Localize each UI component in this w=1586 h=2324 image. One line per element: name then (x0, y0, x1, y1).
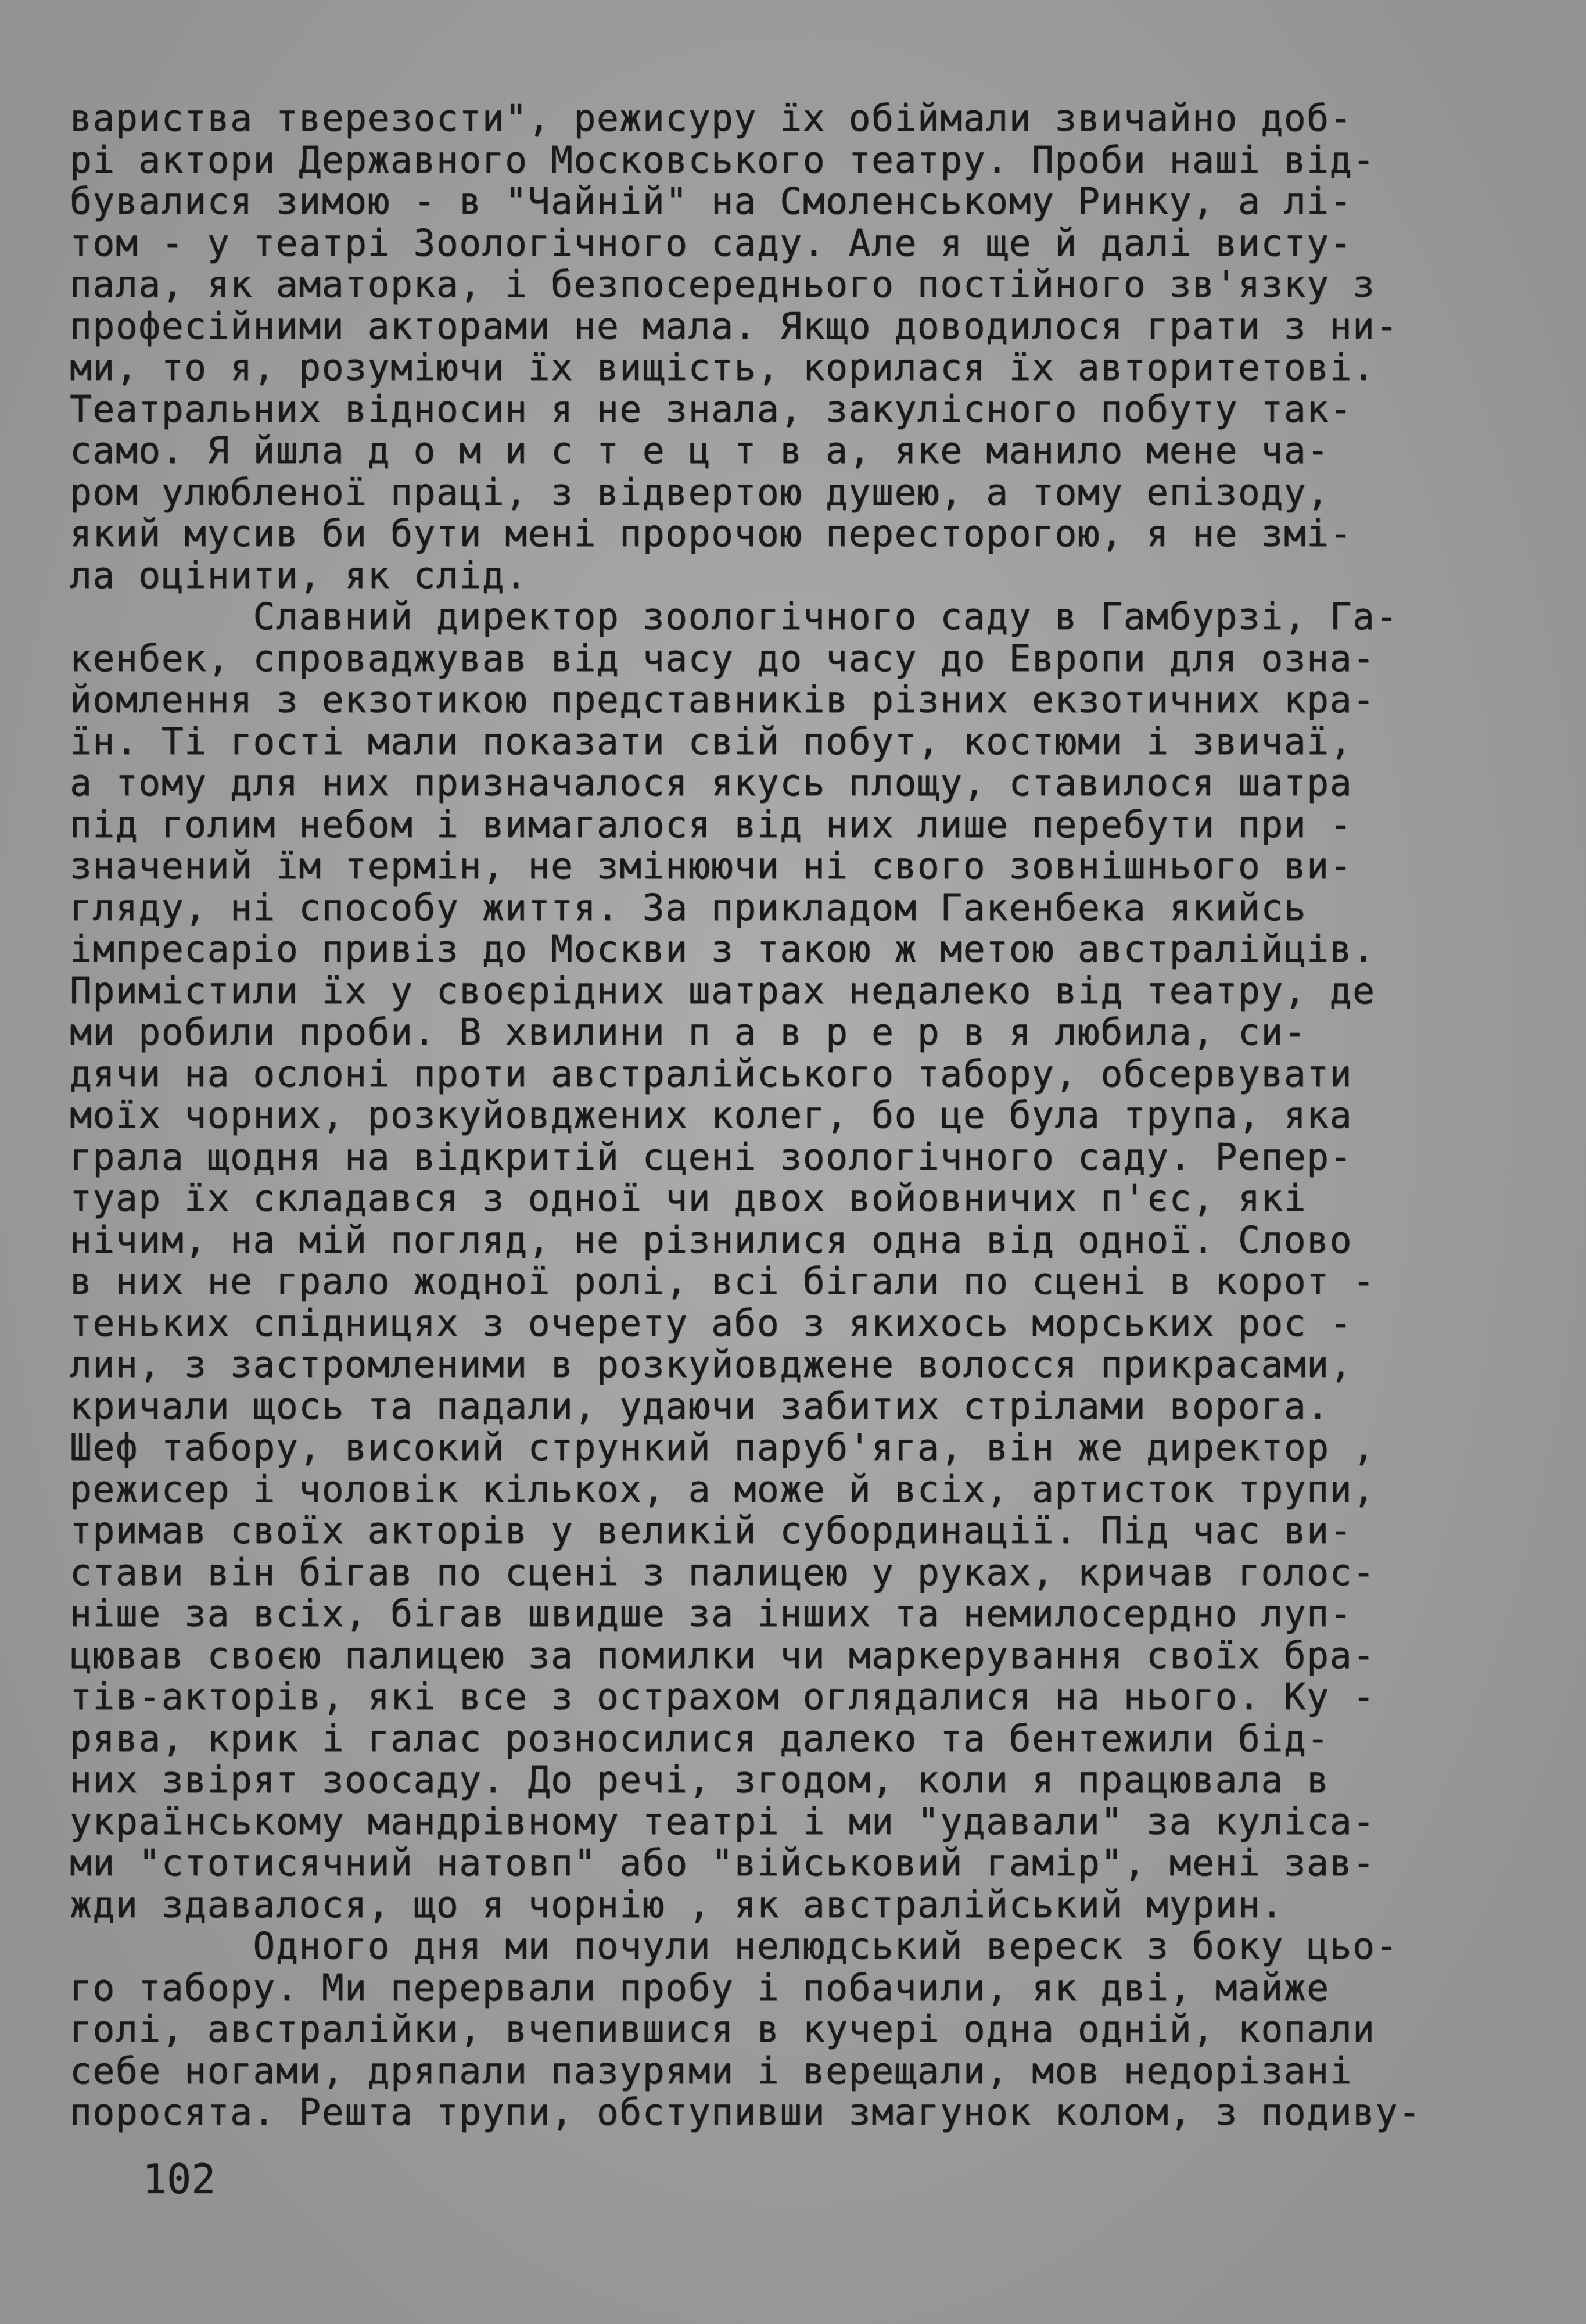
text-line: том - у театрі Зоологічного саду. Але я ще й далі висту- (70, 221, 1353, 264)
text-line: них звірят зоосаду. До речі, згодом, коли я працювала в (70, 1759, 1330, 1801)
text-line: грала щодня на відкритій сцені зоологічного саду. Репер- (70, 1135, 1353, 1178)
text-line: ми робили проби. В хвилини п а в р е р в я любила, си- (70, 1011, 1307, 1053)
text-line: моїх чорних, розкуйовджених колег, бо це була трупа, яка (70, 1094, 1353, 1136)
text-line: який мусив би бути мені пророчою пересторогою, я не змі- (70, 512, 1353, 555)
body-text (70, 98, 1499, 2133)
text-line: Одного дня ми почули нелюдський вереск з боку цьо- (70, 1925, 1398, 1967)
text-line: ніше за всіх, бігав швидше за інших та немилосердно луп- (70, 1593, 1353, 1635)
page-number: 102 (142, 2156, 216, 2203)
text-line: вариства тверезости", режисуру їх обіймали звичайно доб- (70, 97, 1353, 139)
text-line: а тому для них призначалося якусь площу, ставилося шатра (70, 762, 1353, 804)
text-line: Славний директор зоологічного саду в Гамбурзі, Га- (70, 596, 1398, 638)
text-line: поросята. Решта трупи, обступивши змагунок колом, з подиву- (70, 2091, 1422, 2133)
text-line: жди здавалося, що я чорнію , як австралійський мурин. (70, 1883, 1284, 1926)
text-line: кричали щось та падали, удаючи забитих стрілами ворога. (70, 1385, 1330, 1428)
text-line: значений їм термін, не змінюючи ні свого зовнішнього ви- (70, 845, 1353, 887)
text-line: само. Я йшла д о м и с т е ц т в а, яке манило мене ча- (70, 429, 1330, 472)
text-line: гляду, ні способу життя. За прикладом Гакенбека якийсь (70, 886, 1307, 929)
text-line: лин, з застромленими в розкуйовджене волосся прикрасами, (70, 1343, 1353, 1386)
text-line: кенбек, спроваджував від часу до часу до Европи для озна- (70, 637, 1376, 680)
text-line: Шеф табору, високий стрункий паруб'яга, він же директор , (70, 1426, 1376, 1469)
text-line: їн. Ті гості мали показати свій побут, костюми і звичаї, (70, 720, 1353, 763)
text-line: тримав своїх акторів у великій субординації. Під час ви- (70, 1509, 1353, 1552)
text-line: йомлення з екзотикою представників різних екзотичних кра- (70, 679, 1376, 721)
text-line: під голим небом і вимагалося від них лише перебути при - (70, 803, 1353, 846)
text-line: рі актори Державного Московського театру. Проби наші від- (70, 138, 1376, 181)
text-line: режисер і чоловік кількох, а може й всіх, артисток трупи, (70, 1468, 1376, 1511)
text-line: ми "стотисячний натовп" або "військовий гамір", мені зав- (70, 1842, 1376, 1884)
text-line: го табору. Ми перервали пробу і побачили, як дві, майже (70, 1966, 1330, 2009)
text-line: стави він бігав по сцені з палицею у руках, кричав голос- (70, 1551, 1376, 1594)
text-line: ми, то я, розуміючи їх вищість, корилася їх авторитетові. (70, 346, 1376, 389)
text-line: професійними акторами не мала. Якщо доводилося грати з ни- (70, 304, 1398, 347)
text-line: бувалися зимою - в "Чайній" на Смоленському Ринку, а лі- (70, 180, 1353, 223)
text-line: Примістили їх у своєрідних шатрах недалеко від театру, де (70, 969, 1376, 1012)
text-line: туар їх складався з одної чи двох войовничих п'єс, які (70, 1177, 1307, 1220)
text-line: ром улюбленої праці, з відвертою душею, а тому епізоду, (70, 471, 1330, 514)
text-line: ла оцінити, як слід. (70, 554, 528, 597)
text-line: імпресаріо привіз до Москви з такою ж метою австралійців. (70, 928, 1376, 970)
text-line: пала, як аматорка, і безпосереднього постійного зв'язку з (70, 263, 1376, 306)
text-line: українському мандрівному театрі і ми "удавали" за куліса- (70, 1800, 1376, 1843)
text-line: нічим, на мій погляд, не різнилися одна від одної. Слово (70, 1218, 1353, 1261)
text-line: цював своєю палицею за помилки чи маркерування своїх бра- (70, 1634, 1376, 1677)
text-line: дячи на ослоні проти австралійського табору, обсервувати (70, 1052, 1353, 1095)
text-line: в них не грало жодної ролі, всі бігали по сцені в корот - (70, 1260, 1376, 1303)
text-line: себе ногами, дряпали пазурями і верещали, мов недорізані (70, 2049, 1353, 2092)
text-line: тів-акторів, які все з острахом оглядалися на нього. Ку - (70, 1676, 1376, 1718)
text-line: Театральних відносин я не знала, закулісного побуту так- (70, 388, 1353, 431)
text-line: голі, австралійки, вчепившися в кучері одна одній, копали (70, 2008, 1376, 2050)
text-line: рява, крик і галас розносилися далеко та бентежили бід- (70, 1717, 1330, 1760)
text-line: теньких спідницях з очерету або з якихось морських рос - (70, 1301, 1353, 1344)
